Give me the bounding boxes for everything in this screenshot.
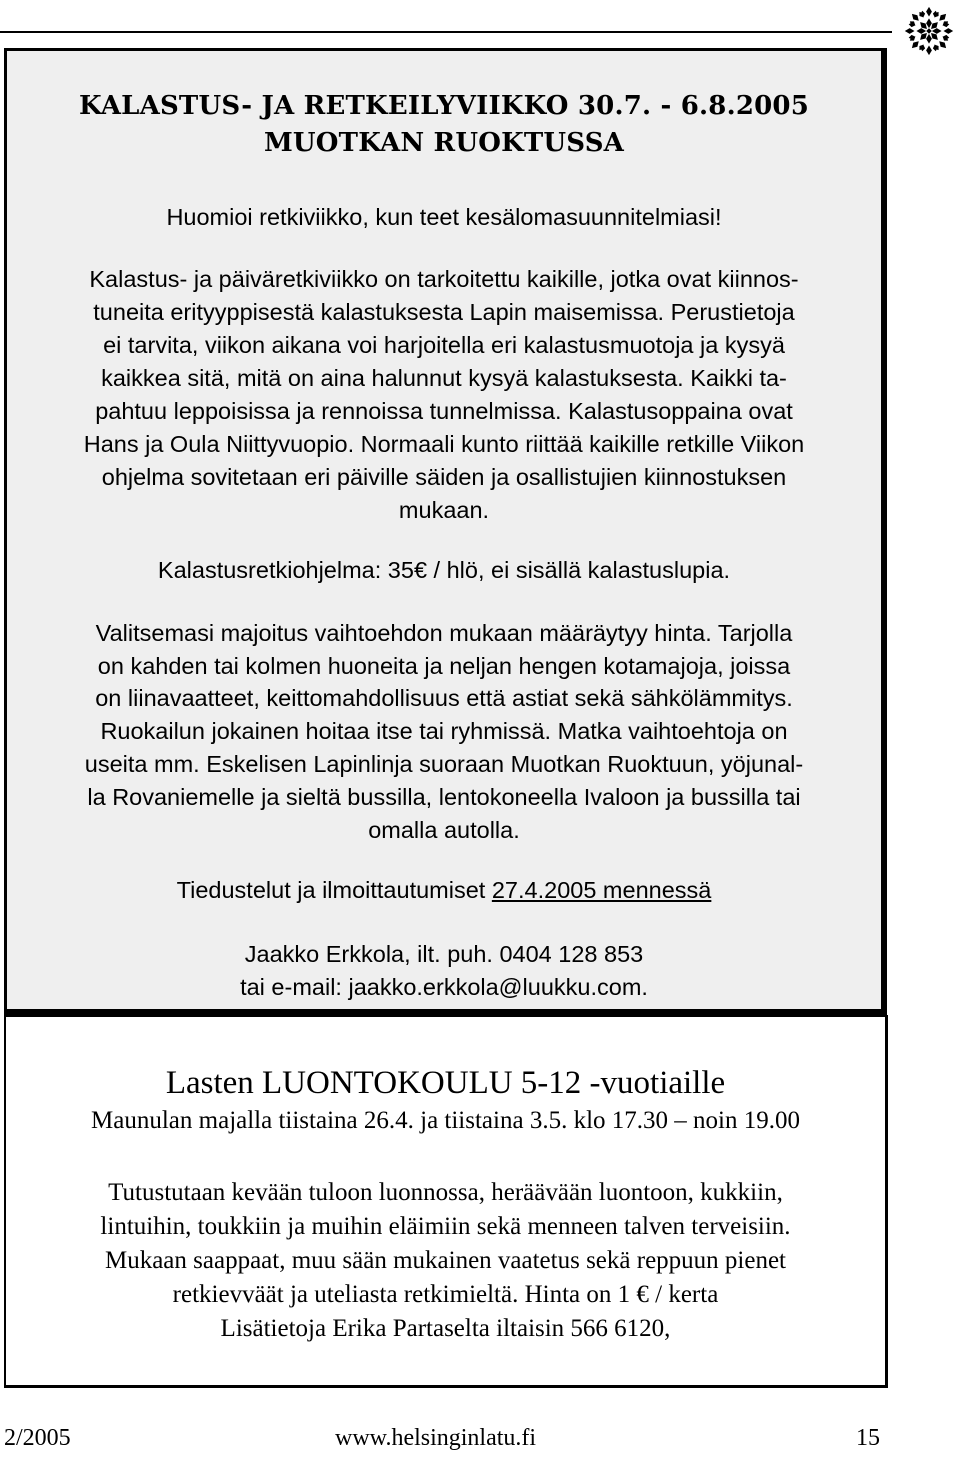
description-line: kaikkea sitä, mitä on aina halunnut kysyä kalastuksesta. Kaikki ta- bbox=[101, 365, 787, 391]
footer-website[interactable]: www.helsinginlatu.fi bbox=[335, 1425, 537, 1451]
nature-school-line: retkievväät ja uteliasta retkimieltä. Hinta on 1 € / kerta bbox=[172, 1281, 719, 1308]
description-line: pahtuu leppoisissa ja rennoissa tunnelmissa. Kalastusoppaina ovat bbox=[95, 398, 793, 424]
lodging-line: on liinavaatteet, keittomahdollisuus että astiat sekä sähkölämmitys. bbox=[95, 685, 793, 711]
footer-issue: 2/2005 bbox=[4, 1425, 71, 1451]
contact-email: tai e-mail: jaakko.erkkola@luukku.com. bbox=[240, 974, 648, 1000]
lodging-line: useita mm. Eskelisen Lapinlinja suoraan Muotkan Ruoktuun, yöjunal- bbox=[84, 751, 804, 777]
lodging-line: Valitsemasi majoitus vaihtoehdon mukaan määräytyy hinta. Tarjolla bbox=[95, 620, 793, 646]
lodging-line: omalla autolla. bbox=[368, 817, 520, 843]
description-line: Hans ja Oula Niittyvuopio. Normaali kunto riittää kaikille retkille Viikon bbox=[83, 431, 805, 457]
inquiry-prefix: Tiedustelut ja ilmoittautumiset bbox=[176, 877, 492, 903]
nature-school-line: Lisätietoja Erika Partaselta iltaisin 566 6120, bbox=[220, 1315, 671, 1342]
contact-phone: Jaakko Erkkola, ilt. puh. 0404 128 853 bbox=[244, 941, 644, 967]
lodging-line: Ruokailun jokainen hoitaa itse tai ryhmissä. Matka vaihtoehtoja on bbox=[100, 718, 788, 744]
lodging-line: on kahden tai kolmen huoneita ja neljan hengen kotamajoja, joissa bbox=[97, 653, 791, 679]
nature-school-title: Lasten LUONTOKOULU 5-12 -vuotiaille bbox=[165, 1065, 726, 1101]
description-line: Kalastus- ja päiväretkiviikko on tarkoitettu kaikille, jotka ovat kiinnos- bbox=[89, 266, 799, 292]
event-title-line1: KALASTUS- JA RETKEILYVIIKKO 30.7. - 6.8.2005 bbox=[78, 91, 809, 121]
nature-school-line: Tutustutaan kevään tuloon luonnossa, heräävään luontoon, kukkiin, bbox=[108, 1179, 783, 1206]
inquiry-deadline: 27.4.2005 mennessä bbox=[491, 877, 712, 903]
nature-school-line: lintuihin, toukkiin ja muihin eläimiin sekä menneen talven terveisiin. bbox=[100, 1213, 791, 1240]
description-line: tuneita erityyppisestä kalastuksesta Lapin maisemissa. Perustietoja bbox=[93, 299, 795, 325]
event-title-line2: MUOTKAN RUOKTUSSA bbox=[263, 128, 625, 158]
event-note: Huomioi retkiviikko, kun teet kesälomasuunnitelmiasi! bbox=[166, 204, 722, 230]
description-line: mukaan. bbox=[398, 497, 490, 523]
nature-school-line: Mukaan saappaat, muu sään mukainen vaatetus sekä reppuun pienet bbox=[104, 1247, 787, 1274]
description-line: ohjelma sovitetaan eri päiville säiden ja osallistujien kiinnostuksen bbox=[101, 464, 787, 490]
header-rule bbox=[0, 31, 892, 33]
nature-school-schedule: Maunulan majalla tiistaina 26.4. ja tiistaina 3.5. klo 17.30 – noin 19.00 bbox=[91, 1107, 800, 1134]
snowflake-icon bbox=[900, 2, 958, 60]
fishing-week-notice bbox=[4, 48, 887, 1015]
description-line: ei tarvita, viikon aikana voi harjoitella eri kalastusmuotoja ja kysyä bbox=[103, 332, 785, 358]
nature-school-notice bbox=[4, 1015, 888, 1388]
inquiry-line bbox=[7, 874, 881, 907]
lodging-line: la Rovaniemelle ja sieltä bussilla, lentokoneella Ivaloon ja bussilla tai bbox=[87, 784, 801, 810]
footer-page-number: 15 bbox=[856, 1425, 880, 1451]
price-info: Kalastusretkiohjelma: 35€ / hlö, ei sisällä kalastuslupia. bbox=[157, 557, 731, 583]
